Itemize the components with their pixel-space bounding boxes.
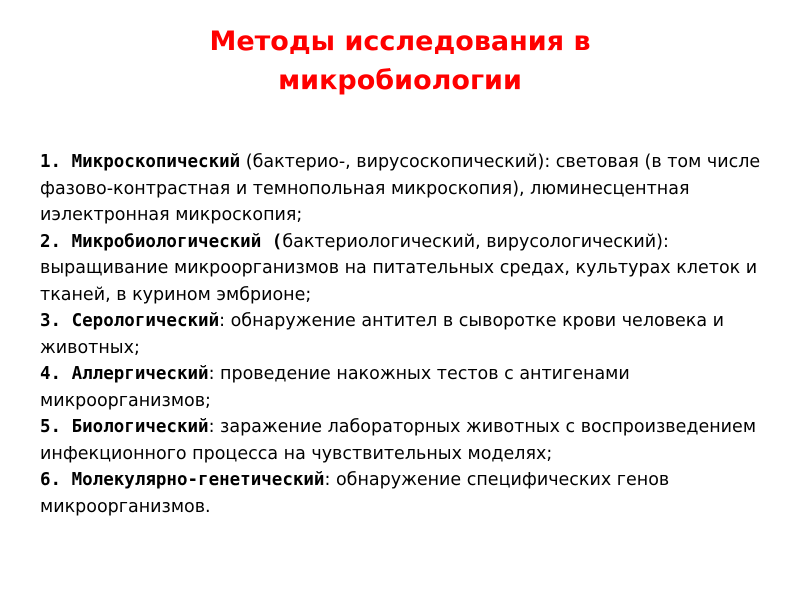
method-item-serological [40, 308, 788, 361]
method-description: (бактерио-, вирусоскопический): световая (в том числе фазово-контрастная и темнопольная микроскопия), люминесцентная иэлектронная микроскопия; [40, 152, 761, 225]
slide-title-line-1: Методы исследования в [209, 26, 591, 57]
method-description: : обнаружение антител в сыворотке крови человека и животных; [40, 311, 725, 358]
method-item-microscopic [40, 149, 788, 229]
method-description: бактериологический, вирусологический): выращивание микроорганизмов на питательных средах, культурах клеток и тканей, в курином эмбрионе; [40, 231, 758, 305]
method-item-molecular-genetic [40, 467, 788, 520]
method-description: : обнаружение специфических генов микроорганизмов. [40, 470, 670, 517]
method-name: 6. Молекулярно-генетический [40, 470, 325, 490]
method-name: 2. Микробиологический ( [40, 231, 283, 252]
method-description: : заражение лабораторных животных с воспроизведением инфекционного процесса на чувствительных моделях; [40, 417, 757, 464]
method-item-biological [40, 414, 788, 467]
method-name: 3. Серологический [40, 311, 220, 331]
method-description: : проведение накожных тестов с антигенами микроорганизмов; [40, 364, 630, 411]
slide-title-line-2: микробиологии [278, 65, 522, 96]
methods-list [40, 149, 788, 520]
slide-title [0, 22, 800, 100]
method-name: 1. Микроскопический [40, 152, 241, 172]
method-item-microbiological [40, 229, 788, 309]
method-name: 5. Биологический [40, 417, 209, 437]
method-item-allergic [40, 361, 788, 414]
method-name: 4. Аллергический [40, 364, 209, 384]
